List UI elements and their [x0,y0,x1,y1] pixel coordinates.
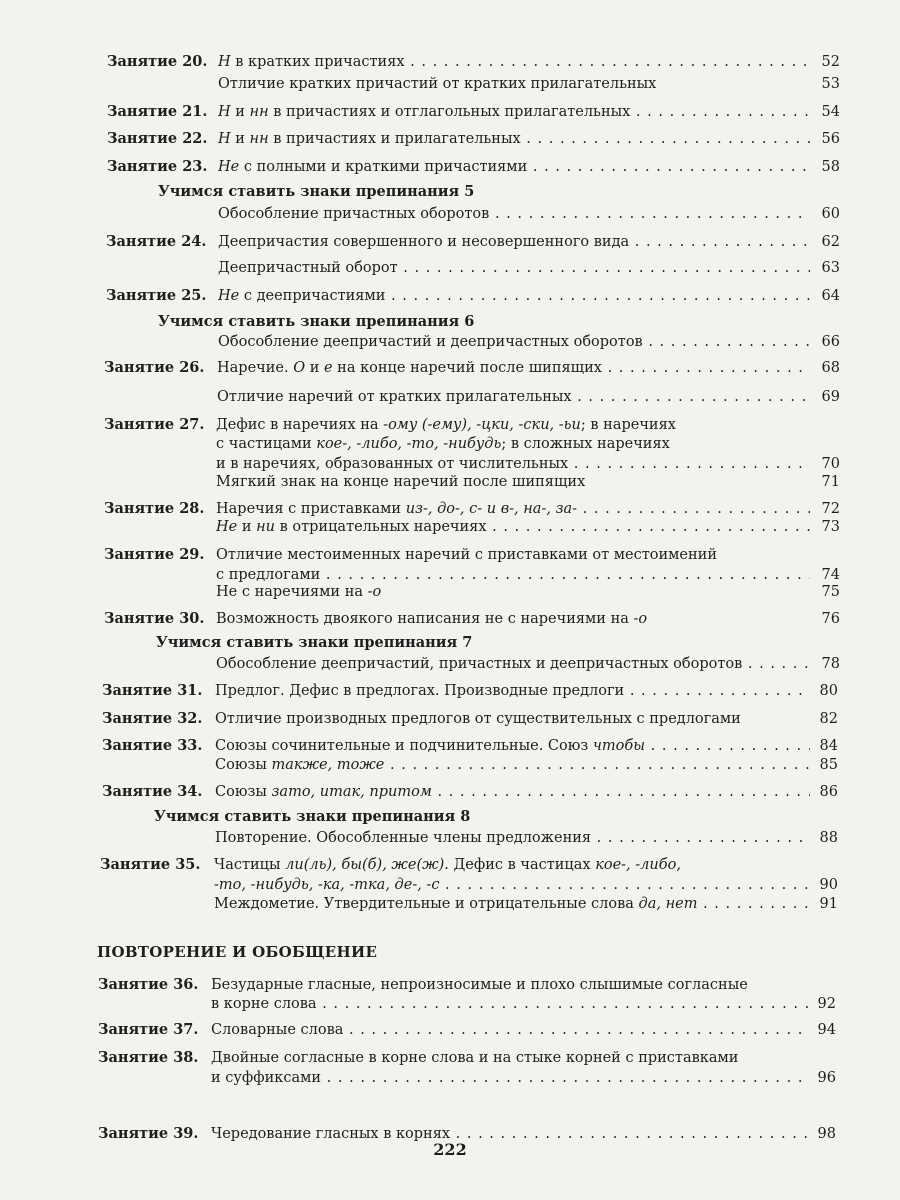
page-ref: 82 [819,711,838,727]
entry-italic: Не [218,159,240,175]
page-ref: 70 [821,456,840,472]
section-heading: ПОВТОРЕНИЕ И ОБОБЩЕНИЕ [97,943,378,961]
page-ref: 84 [819,738,838,754]
page-ref: 98 [817,1126,836,1142]
entry-text [214,892,810,916]
entry-plain: в отрицательных наречиях [275,519,487,535]
page-ref: 63 [821,260,840,276]
entry-plain: Союзы [215,784,272,800]
lesson-label: Занятие 39. [98,1125,199,1142]
entry-italic: зато, итак, притом [271,784,432,800]
entry-italic: е [323,360,333,376]
lesson-label: Занятие 23. [107,158,208,175]
lesson-label: Занятие 30. [104,610,205,627]
entry-text [216,607,810,631]
toc-row [0,679,900,703]
toc-subheading-row [0,180,900,204]
lesson-label: Занятие 36. [98,976,199,993]
entry-plain: Наречия с приставками [216,501,406,517]
toc-row [0,330,900,354]
lesson-label: Занятие 37. [98,1021,199,1038]
entry-text: Отличие кратких причастий от кратких прилагательных [218,76,657,92]
page-ref: 76 [821,611,840,627]
lesson-label: Занятие 29. [104,546,205,563]
entry-italic: О [293,360,306,376]
entry-italic: кое-, -либо, [595,857,681,873]
subheading: Учимся ставить знаки препинания 6 [158,313,475,330]
subheading: Учимся ставить знаки препинания 5 [158,183,475,200]
lesson-label: Занятие 22. [107,130,208,147]
page-ref: 71 [821,474,840,490]
lesson-label: Занятие 25. [106,287,207,304]
page-ref: 74 [821,567,840,583]
page-ref: 96 [817,1070,836,1086]
entry-italic: Не [216,519,238,535]
entry-text: Обособление деепричастий, причастных и деепричастных оборотов . . . [216,652,810,676]
entry-text: Деепричастия совершенного и несовершенного вида . . . [218,230,810,254]
page-ref: 94 [817,1022,836,1038]
entry-plain: с деепричастиями [239,288,386,304]
entry-text [218,127,810,151]
lesson-label: Занятие 32. [102,710,203,727]
entry-plain: и [230,131,250,147]
entry-text: с предлогами . . . [216,563,810,587]
entry-text: Обособление причастных оборотов . . . [218,202,810,226]
toc-row [0,385,900,409]
toc-row [0,230,900,254]
toc-row [0,127,900,151]
entry-text: Отличие производных предлогов от существительных с предлогами [215,711,741,727]
entry-plain: ; в наречиях [580,417,676,433]
toc-row [0,284,900,308]
entry-italic: Н [218,54,231,70]
entry-italic: нн [249,104,269,120]
lesson-label: Занятие 31. [102,682,203,699]
page-ref: 72 [821,501,840,517]
page-ref: 53 [821,76,840,92]
subheading: Учимся ставить знаки препинания 8 [154,808,471,825]
page-number: 222 [433,1140,467,1159]
entry-text [216,580,810,604]
toc-row [0,753,900,777]
entry-text: Двойные согласные в корне слова и на стыке корней с приставками [211,1050,739,1066]
toc-row [0,652,900,676]
entry-text: Мягкий знак на конце наречий после шипящих [216,474,586,490]
page-ref: 92 [817,996,836,1012]
toc-row [0,256,900,280]
entry-plain: с частицами [216,436,317,452]
entry-plain: Не с наречиями на [216,584,368,600]
entry-text: в корне слова . . . [211,992,808,1016]
page-ref: 73 [821,519,840,535]
toc-row [0,826,900,850]
entry-italic: Не [218,288,240,304]
entry-plain: в кратких причастиях [230,54,405,70]
subheading: Учимся ставить знаки препинания 7 [156,634,473,651]
entry-italic: также, тоже [271,757,385,773]
toc-row [0,470,900,494]
page-ref: 66 [821,334,840,350]
entry-italic: -о [367,584,382,600]
lesson-label: Занятие 21. [107,103,208,120]
entry-text: Обособление деепричастий и деепричастных оборотов . . . [218,330,810,354]
toc-row [0,992,900,1016]
page-ref: 69 [821,389,840,405]
page-ref: 90 [819,877,838,893]
entry-italic: да, нет [638,896,698,912]
entry-italic: нн [249,131,269,147]
entry-plain: Союзы сочинительные и подчинительные. Союз [215,738,593,754]
page-ref: 56 [821,131,840,147]
entry-italic: ни [256,519,276,535]
entry-italic: -то, -нибудь, -ка, -тка, де-, -с [214,877,440,893]
lesson-label: Занятие 38. [98,1049,199,1066]
entry-text [217,356,810,380]
entry-plain: и [230,104,250,120]
entry-plain: с полными и краткими причастиями [239,159,528,175]
page-ref: 58 [821,159,840,175]
toc-row [0,1018,900,1042]
entry-text: Чередование гласных в корнях . . . [211,1122,808,1146]
toc-row [0,1066,900,1090]
page-ref: 52 [821,54,840,70]
page-ref: 60 [821,206,840,222]
entry-text [215,780,810,804]
lesson-label: Занятие 28. [104,500,205,517]
toc-row [0,50,900,74]
entry-italic: ли(ль), бы(б), же(ж) [285,857,445,873]
entry-plain: . Дефис в частицах [444,857,596,873]
toc-row [0,607,900,631]
entry-text: и в наречиях, образованных от числительных . . . [216,452,810,476]
toc-row [0,155,900,179]
entry-italic: Н [218,131,231,147]
entry-plain: и [237,519,257,535]
entry-italic: Н [218,104,231,120]
toc-row [0,202,900,226]
entry-text [218,284,810,308]
toc-row [0,892,900,916]
lesson-label: Занятие 20. [107,53,208,70]
page-ref: 85 [819,757,838,773]
entry-text [218,155,810,179]
lesson-label: Занятие 26. [104,359,205,376]
entry-text: Безударные гласные, непроизносимые и плохо слышимые согласные [211,977,748,993]
entry-plain: ; в сложных наречиях [501,436,670,452]
lesson-label: Занятие 33. [102,737,203,754]
lesson-label: Занятие 27. [104,416,205,433]
page-ref: 64 [821,288,840,304]
entry-text: Отличие местоименных наречий с приставками от местоимений [216,547,717,563]
lesson-label: Занятие 24. [106,233,207,250]
toc-row [0,515,900,539]
toc-row [0,72,900,96]
entry-italic: из-, до-, с- и в-, на-, за- [405,501,578,517]
entry-plain: на конце наречий после шипящих [332,360,602,376]
entry-text: и суффиксами . . . [211,1066,808,1090]
entry-text [218,50,810,74]
page-ref: 80 [819,683,838,699]
page-ref: 54 [821,104,840,120]
page-ref: 62 [821,234,840,250]
toc-row [0,580,900,604]
page-ref: 91 [819,896,838,912]
entry-text: Деепричастный оборот . . . [218,256,810,280]
page-ref: 88 [819,830,838,846]
entry-text [218,100,810,124]
entry-text: Словарные слова . . . [211,1018,808,1042]
entry-text: Повторение. Обособленные члены предложения . . . [215,826,810,850]
toc-row [0,780,900,804]
entry-plain: Частицы [214,857,286,873]
entry-plain: в причастиях и прилагательных [268,131,521,147]
entry-text: Предлог. Дефис в предлогах. Производные предлоги . . . [215,679,810,703]
entry-italic: -ому (-ему), -цки, -ски, -ьи [383,417,581,433]
entry-text: Отличие наречий от кратких прилагательных . . . [217,385,810,409]
entry-plain: Междометие. Утвердительные и отрицательные слова [214,896,639,912]
lesson-label: Занятие 35. [100,856,201,873]
lesson-label: Занятие 34. [102,783,203,800]
page-ref: 68 [821,360,840,376]
entry-italic: -о [633,611,648,627]
section-heading-row [0,940,900,964]
entry-italic: кое-, -либо, -то, -нибудь [316,436,502,452]
entry-plain: в причастиях и отглагольных прилагательных [268,104,631,120]
entry-italic: чтобы [592,738,646,754]
entry-text [215,753,810,777]
entry-plain: Союзы [215,757,272,773]
page-ref: 86 [819,784,838,800]
toc-row [0,100,900,124]
entry-text [216,515,810,539]
entry-plain: Возможность двоякого написания не с наречиями на [216,611,634,627]
page-ref: 78 [821,656,840,672]
entry-plain: Наречие. [217,360,294,376]
toc-row [0,356,900,380]
entry-plain: и [305,360,324,376]
entry-plain: Дефис в наречиях на [216,417,384,433]
page-ref: 75 [821,584,840,600]
toc-row [0,707,900,731]
